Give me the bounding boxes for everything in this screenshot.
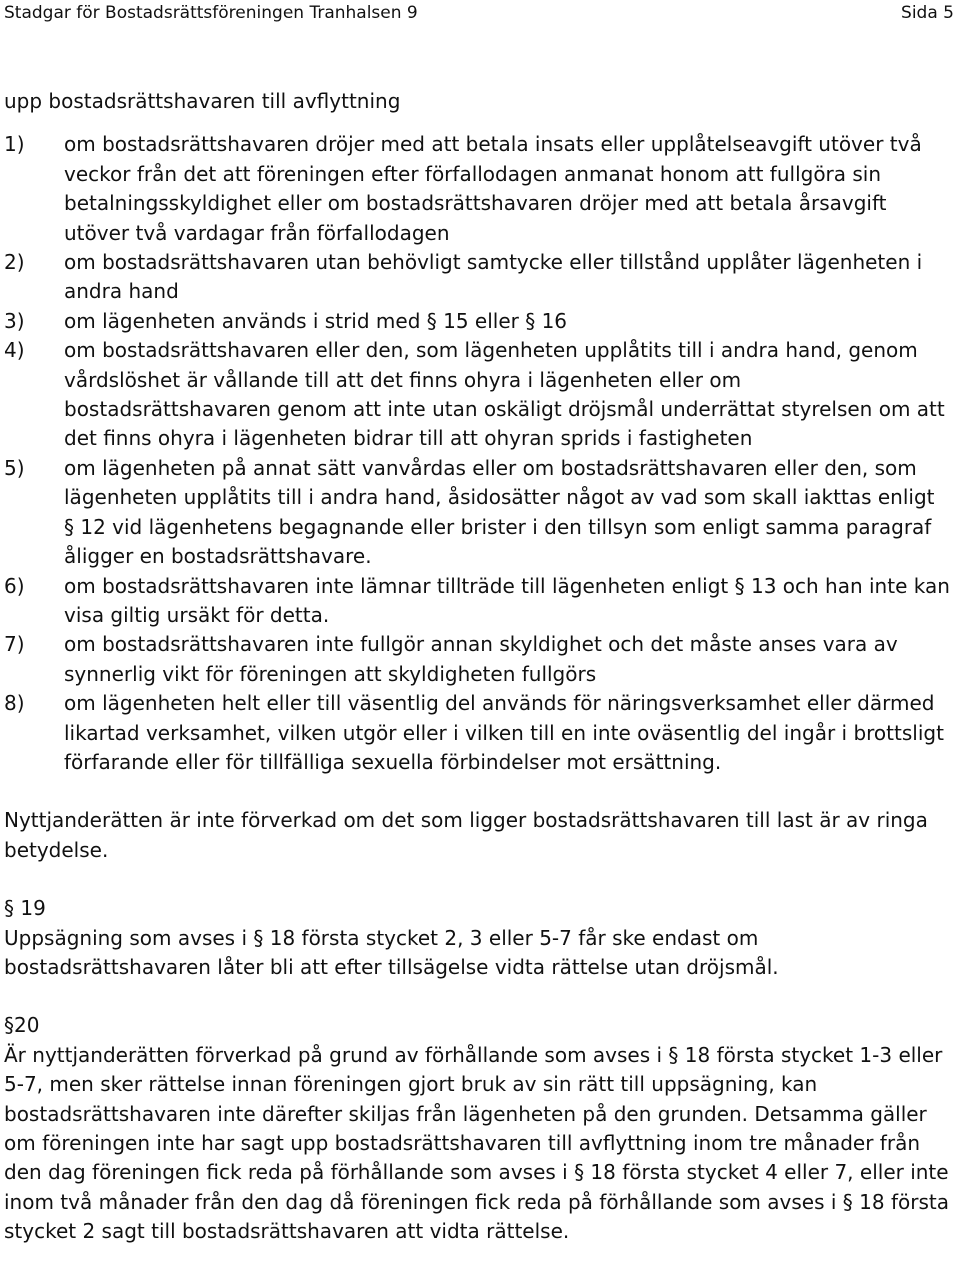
section-19-heading: § 19 [4, 896, 46, 921]
item-text: om bostadsrättshavaren dröjer med att betala insats eller upplåtelseavgift utöver två veckor från det att föreningen efter förfallodagen anmanat honom att fullgöra sin betalningsskyldighet eller om bostadsrättshavaren dröjer med att betala årsavgift utöver två vardagar från förfallodagen [64, 132, 922, 245]
list-item [4, 572, 950, 631]
nyttjanderatt-paragraph: Nyttjanderätten är inte förverkad om det som ligger bostadsrättshavaren till last är av ringa betydelse. [4, 808, 928, 862]
list-item [4, 248, 950, 307]
item-number: 3) [4, 308, 25, 333]
item-text: om lägenheten används i strid med § 15 eller § 16 [64, 308, 568, 333]
item-number: 1) [4, 132, 25, 157]
numbered-list [4, 130, 950, 777]
item-text: om lägenheten på annat sätt vanvårdas eller om bostadsrättshavaren eller den, som lägenheten upplåtits till i andra hand, åsidosätter något av vad som skall iakttas enligt § 12 vid lägenhetens begagnande eller brister i den tillsyn som enligt samma paragraf åligger en bostadsrättshavare. [64, 455, 935, 569]
list-item [4, 454, 950, 572]
item-text: om lägenheten helt eller till väsentlig del används för näringsverksamhet eller därmed likartad verksamhet, vilken utgör eller i vilken till en inte oväsentlig del ingår i brottsligt förfarande eller för tillfälliga sexuella förbindelser mot ersättning. [64, 691, 944, 774]
list-item [4, 630, 950, 689]
item-text: om bostadsrättshavaren inte lämnar tillträde till lägenheten enligt § 13 och han inte kan visa giltig ursäkt för detta. [64, 573, 950, 627]
list-item [4, 336, 950, 454]
page-header [0, 2, 960, 28]
item-number: 2) [4, 250, 25, 275]
item-number: 4) [4, 338, 25, 363]
item-number: 8) [4, 691, 25, 716]
item-number: 5) [4, 455, 25, 480]
item-text: om bostadsrättshavaren eller den, som lägenheten upplåtits till i andra hand, genom vårdslöshet är vållande till att det finns ohyra i lägenheten eller om bostadsrättshavaren genom att inte utan oskäligt dröjsmål underrättat styrelsen om att det finns ohyra i lägenheten bidrar till att ohyran sprids i fastigheten [64, 338, 945, 451]
section-19-text: Uppsägning som avses i § 18 första stycket 2, 3 eller 5-7 får ske endast om bostadsrättshavaren låter bli att efter tillsägelse vidta rättelse utan dröjsmål. [4, 925, 779, 979]
list-item [4, 130, 950, 248]
intro-line: upp bostadsrättshavaren till avflyttning [4, 89, 401, 113]
list-item [4, 307, 950, 336]
item-text: om bostadsrättshavaren utan behövligt samtycke eller tillstånd upplåter lägenheten i andra hand [64, 250, 923, 304]
section-20-heading: §20 [4, 1013, 40, 1038]
document-title: Stadgar för Bostadsrättsföreningen Tranhalsen 9 [4, 3, 418, 23]
section-20-text: Är nyttjanderätten förverkad på grund av förhållande som avses i § 18 första stycket 1-3 eller 5-7, men sker rättelse innan föreningen gjort bruk av sin rätt till uppsägning, kan bostadsrättshavaren inte därefter skiljas från lägenheten på den grunden. Detsamma gäller om föreningen inte har sagt upp bostadsrättshavaren till avflyttning inom tre månader från den dag föreningen fick reda på förhållande som avses i § 18 första stycket 4 eller 7, eller inte inom två månader från den dag då föreningen fick reda på förhållande som avses i § 18 första stycket 2 sagt till bostadsrättshavaren att vidta rättelse. [4, 1042, 949, 1244]
item-text: om bostadsrättshavaren inte fullgör annan skyldighet och det måste anses vara av synnerlig vikt för föreningen att skyldigheten fullgörs [64, 632, 898, 686]
page-number: Sida 5 [901, 3, 954, 23]
item-number: 7) [4, 632, 25, 657]
document-body [4, 87, 950, 1247]
list-item [4, 689, 950, 777]
item-number: 6) [4, 573, 25, 598]
